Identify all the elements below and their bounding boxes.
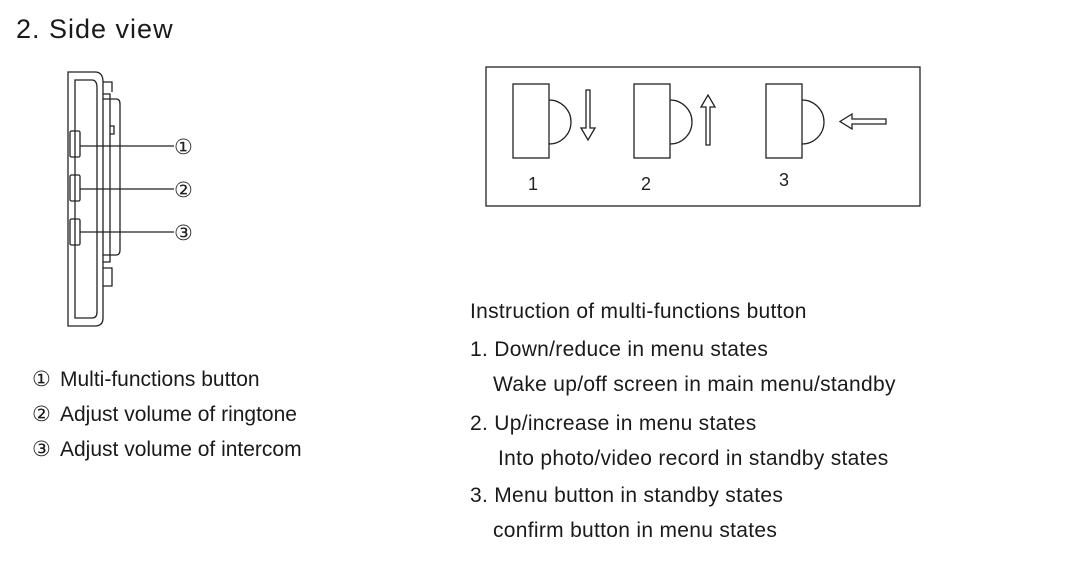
legend-text: Multi-functions button	[60, 368, 260, 391]
instructions-heading: Instruction of multi-functions button	[470, 300, 807, 323]
legend-num: ①	[32, 368, 51, 391]
legend-item-3	[32, 437, 302, 462]
panel-label-2: 2	[641, 174, 652, 194]
legend-item-1	[32, 367, 260, 392]
legend-text: Adjust volume of ringtone	[60, 403, 297, 426]
callout-1: ①	[174, 135, 193, 159]
legend-text: Adjust volume of intercom	[60, 438, 302, 461]
panel-label-3: 3	[779, 170, 790, 190]
panel-label-1: 1	[528, 174, 539, 194]
legend-num: ③	[32, 438, 51, 461]
legend-item-2	[32, 402, 297, 427]
callout-3: ③	[174, 221, 193, 245]
callout-2: ②	[174, 178, 193, 202]
instruction-line: 3. Menu button in standby states	[470, 484, 784, 507]
instruction-line: 2. Up/increase in menu states	[470, 412, 757, 435]
page-title: 2. Side view	[16, 14, 174, 44]
instruction-line: Into photo/video record in standby states	[498, 447, 889, 470]
instruction-line: 1. Down/reduce in menu states	[470, 338, 769, 361]
legend-num: ②	[32, 403, 51, 426]
instruction-line: confirm button in menu states	[493, 519, 778, 542]
instruction-line: Wake up/off screen in main menu/standby	[493, 373, 896, 396]
button-operation-panel	[486, 67, 920, 206]
